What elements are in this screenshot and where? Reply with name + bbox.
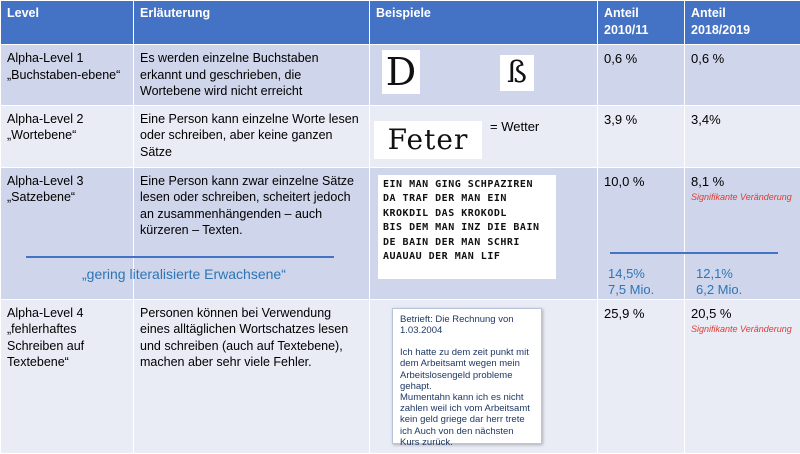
- significance-note: Signifikante Veränderung: [691, 192, 794, 203]
- handwritten-sentences: EIN MAN GING SCHPAZIREN DA TRAF DER MAN EIN KROKDIL DAS KROKODL BIS DEM MAN INZ DIE BAIN DE BAIN DER MAN SCHRI AUAUAU DER MAN LIF: [378, 175, 556, 279]
- explanation-cell: Es werden einzelne Buchstaben erkannt und geschrieben, die Wortebene wird nicht erreicht: [134, 45, 370, 106]
- significance-note: Signifikante Veränderung: [691, 324, 794, 335]
- letter-example: Betrieft: Die Rechnung von 1.03.2004 Ich hatte zu dem zeit punkt mit dem Arbeitsamt wegen mein Arbeitslosengeld probleme gehapt. Mumentahn kann ich es nicht zahlen weil ich vom Arbeitsamt kein geld griege dar herr trete ich Auch von den nächsten Kurs zurück.: [392, 308, 542, 444]
- share-2010-cell: 10,0 %: [598, 167, 685, 299]
- handwritten-letter-d: D: [382, 50, 420, 94]
- example-cell: [370, 45, 598, 106]
- table-row: [1, 45, 800, 106]
- gering-literalisiert-label: „gering literalisierte Erwachsene“: [82, 266, 286, 282]
- header-level: Level: [1, 1, 134, 45]
- handwritten-letter-b: ß: [500, 55, 534, 91]
- share-2010-cell: 3,9 %: [598, 105, 685, 167]
- example-translation: = Wetter: [490, 118, 539, 135]
- example-cell: [370, 167, 598, 299]
- table-row: [1, 105, 800, 167]
- share-2018-cell: 0,6 %: [685, 45, 800, 106]
- level-cell: Alpha-Level 1 „Buchstaben-ebene“: [1, 45, 134, 106]
- share-2018-cell: [685, 299, 800, 453]
- level-cell: Alpha-Level 2 „Wortebene“: [1, 105, 134, 167]
- table-row: [1, 299, 800, 453]
- share-2018-cell: 3,4%: [685, 105, 800, 167]
- example-cell: [370, 105, 598, 167]
- explanation-cell: Personen können bei Verwendung eines alltäglichen Wortschatzes lesen und schreiben (auch auf Textebene), machen aber sehr viele Fehler.: [134, 299, 370, 453]
- gering-total-2018: 12,1% 6,2 Mio.: [696, 266, 742, 298]
- explanation-cell: Eine Person kann zwar einzelne Sätze lesen oder schreiben, scheitert jedoch an zusammenhängenden – auch kürzeren – Texten.: [134, 167, 370, 299]
- table-header-row: [1, 1, 800, 45]
- level-cell: Alpha-Level 3 „Satzebene“: [1, 167, 134, 299]
- share-2018-value: 8,1 %: [691, 174, 724, 189]
- header-explanation: Erläuterung: [134, 1, 370, 45]
- handwritten-word-feter: Feter: [374, 121, 482, 159]
- header-examples: Beispiele: [370, 1, 598, 45]
- share-2010-cell: 0,6 %: [598, 45, 685, 106]
- example-cell: [370, 299, 598, 453]
- gering-divider-left: [26, 256, 334, 258]
- share-2018-value: 20,5 %: [691, 306, 731, 321]
- level-cell: Alpha-Level 4 „fehlerhaftes Schreiben auf Textebene“: [1, 299, 134, 453]
- explanation-cell: Eine Person kann einzelne Worte lesen oder schreiben, aber keine ganzen Sätze: [134, 105, 370, 167]
- header-share-2018: Anteil 2018/2019: [685, 1, 800, 45]
- share-2010-cell: 25,9 %: [598, 299, 685, 453]
- gering-divider-right: [610, 252, 778, 254]
- header-share-2010: Anteil 2010/11: [598, 1, 685, 45]
- gering-total-2010: 14,5% 7,5 Mio.: [608, 266, 654, 298]
